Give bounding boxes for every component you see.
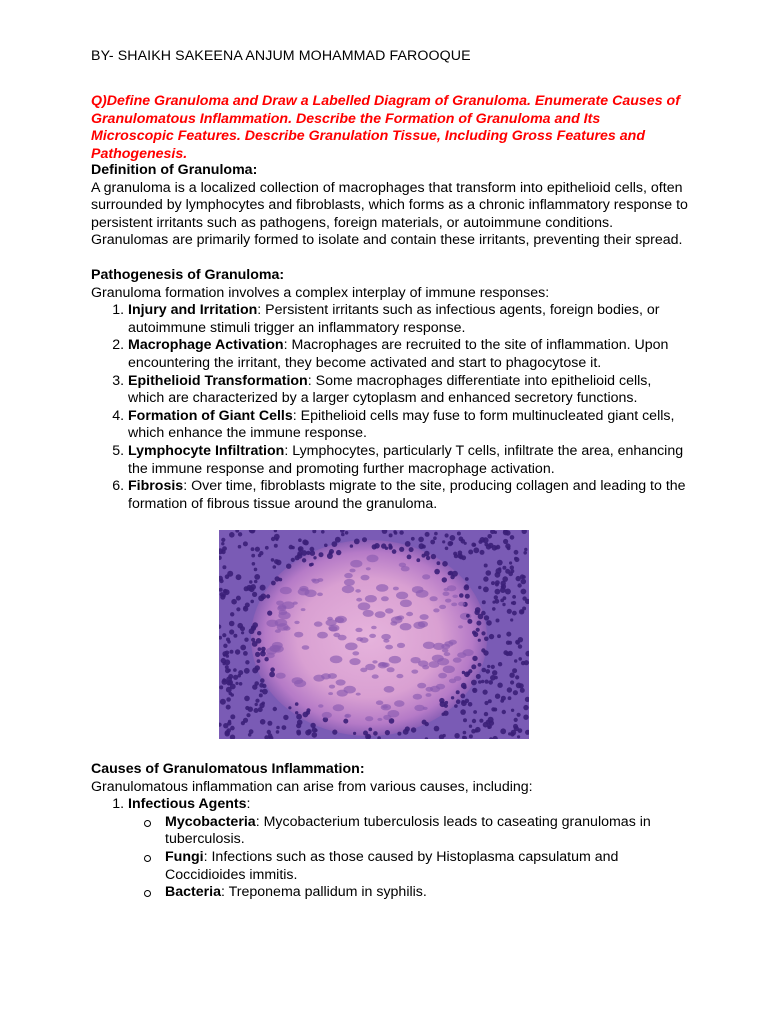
micrograph-image [219,530,529,739]
list-item: Mycobacteria: Mycobacterium tuberculosis leads to caseating granulomas in tuberculosis. [128,814,691,849]
list-item: Bacteria: Treponema pallidum in syphilis. [128,884,691,902]
definition-heading: Definition of Granuloma: [91,162,258,178]
causes-heading: Causes of Granulomatous Inflammation: [91,761,365,777]
causes-section [91,761,691,902]
pathogenesis-list [91,302,691,513]
list-item: 6. Fibrosis: Over time, fibroblasts migrate to the site, producing collagen and leading to the formation of fibrous tissue around the granuloma. [128,478,691,513]
pathogenesis-intro: Granuloma formation involves a complex interplay of immune responses: [91,284,550,301]
question-text: Q)Define Granuloma and Draw a Labelled Diagram of Granuloma. Enumerate Causes of Granulomatous Inflammation. Describe the Formation of Granuloma and Its Microscopic Features. Describe Granulation Tissue, Including Gross Features and Pathogenesis. [91,93,680,162]
infectious-agents-list [128,814,691,902]
granuloma-micrograph [219,530,529,739]
author-line: BY- SHAIKH SAKEENA ANJUM MOHAMMAD FAROOQUE [91,48,471,64]
pathogenesis-section [91,267,691,513]
list-item: 2. Macrophage Activation: Macrophages are recruited to the site of inflammation. Upon encountering the irritant, they become activated and start to phagocytose it. [128,337,691,372]
list-item: Fungi: Infections such as those caused by Histoplasma capsulatum and Coccidioides immitis. [128,849,691,884]
list-item: 1. Injury and Irritation: Persistent irritants such as infectious agents, foreign bodies, or autoimmune stimuli trigger an inflammatory response. [128,302,691,337]
causes-intro: Granulomatous inflammation can arise from various causes, including: [91,778,533,795]
list-item: 4. Formation of Giant Cells: Epithelioid cells may fuse to form multinucleated giant cells, which enhance the immune response. [128,408,691,443]
list-item: 5. Lymphocyte Infiltration: Lymphocytes, particularly T cells, infiltrate the area, enhancing the immune response and promoting further macrophage activation. [128,443,691,478]
list-item: 3. Epithelioid Transformation: Some macrophages differentiate into epithelioid cells, which are characterized by a larger cytoplasm and enhanced secretory functions. [128,373,691,408]
list-item: 1. Infectious Agents: Mycobacteria: Mycobacterium tuberculosis leads to caseating granulomas in tuberculosis. Fungi: Infections such as those caused by Histoplasma capsulatum and Coccidioides immitis. Bacteria: Treponema pallidum in syphilis. [128,796,691,902]
definition-section [91,162,691,250]
causes-list [91,796,691,902]
pathogenesis-heading: Pathogenesis of Granuloma: [91,267,285,283]
definition-text: A granuloma is a localized collection of macrophages that transform into epithelioid cells, often surrounded by lymphocytes and fibroblasts, which forms as a chronic inflammatory response to persistent irritants such as pathogens, foreign materials, or autoimmune conditions. Granulomas are primarily formed to isolate and contain these irritants, preventing their spread. [91,179,688,249]
